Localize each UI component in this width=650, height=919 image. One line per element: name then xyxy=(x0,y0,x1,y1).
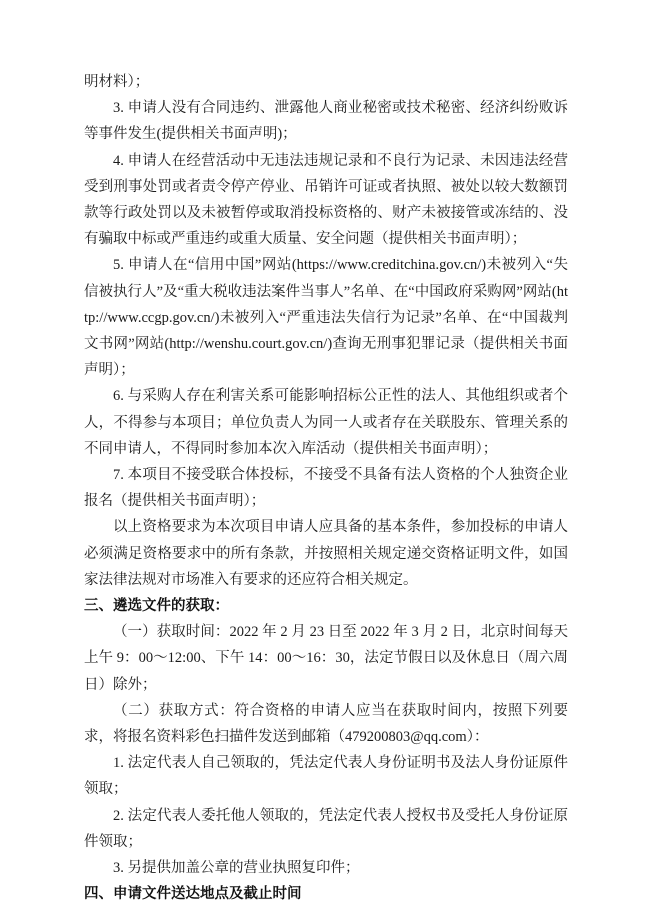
paragraph: 3. 另提供加盖公章的营业执照复印件； xyxy=(113,860,360,877)
section-heading: 四、申请文件送达地点及截止时间 xyxy=(84,886,302,903)
paragraph: 3. 申请人没有合同违约、泄露他人商业秘密或技术秘密、经济纠纷败诉等事件发生(提供相关书面声明)； xyxy=(84,100,568,143)
paragraph: 7. 本项目不接受联合体投标，不接受不具备有法人资格的个人独资企业报名（提供相关书面声明）； xyxy=(84,467,568,510)
paragraph: 2. 法定代表人委托他人领取的，凭法定代表人授权书及受托人身份证原件领取； xyxy=(84,807,568,850)
paragraph: 5. 申请人在“信用中国”网站(https://www.creditchina.gov.cn/)未被列入“失信被执行人”及“重大税收违法案件当事人”名单、在“中国政府采购网”网站(http://www.ccgp.gov.cn/)未被列入“严重违法失信行为记录”名单、在“中国裁判文书网”网站(http://wenshu.court.gov.cn/)查询无刑事犯罪记录（提供相关书面声明）； xyxy=(84,257,568,379)
document-body xyxy=(84,69,568,908)
paragraph: 1. 法定代表人自己领取的，凭法定代表人身份证明书及法人身份证原件领取； xyxy=(84,755,568,798)
paragraph: （二）获取方式：符合资格的申请人应当在获取时间内，按照下列要求，将报名资料彩色扫描件发送到邮箱（479200803@qq.com）： xyxy=(84,702,568,746)
paragraph: 以上资格要求为本次项目申请人应具备的基本条件，参加投标的申请人必须满足资格要求中的所有条款，并按照相关规定递交资格证明文件，如国家法律法规对市场准入有要求的还应符合相关规定。 xyxy=(84,519,568,588)
paragraph: 6. 与采购人存在利害关系可能影响招标公正性的法人、其他组织或者个人，不得参与本项目；单位负责人为同一人或者存在关联股东、管理关系的不同申请人，不得同时参加本次入库活动（提供相关书面声明）； xyxy=(84,388,568,457)
paragraph: （一）获取时间：2022 年 2 月 23 日至 2022 年 3 月 2 日，北京时间每天上午 9：00～12:00、下午 14：00～16：30，法定节假日以及休息日（周六周日）除外； xyxy=(84,624,568,693)
section-heading: 三、遴选文件的获取： xyxy=(84,598,229,615)
paragraph: 明材料）； xyxy=(84,74,150,90)
paragraph: 4. 申请人在经营活动中无违法违规记录和不良行为记录、未因违法经营受到刑事处罚或者责令停产停业、吊销许可证或者执照、被处以较大数额罚款等行政处罚以及未被暂停或取消投标资格的、财产未被接管或冻结的、没有骗取中标或严重违约或重大质量、安全问题（提供相关书面声明）； xyxy=(84,152,568,248)
